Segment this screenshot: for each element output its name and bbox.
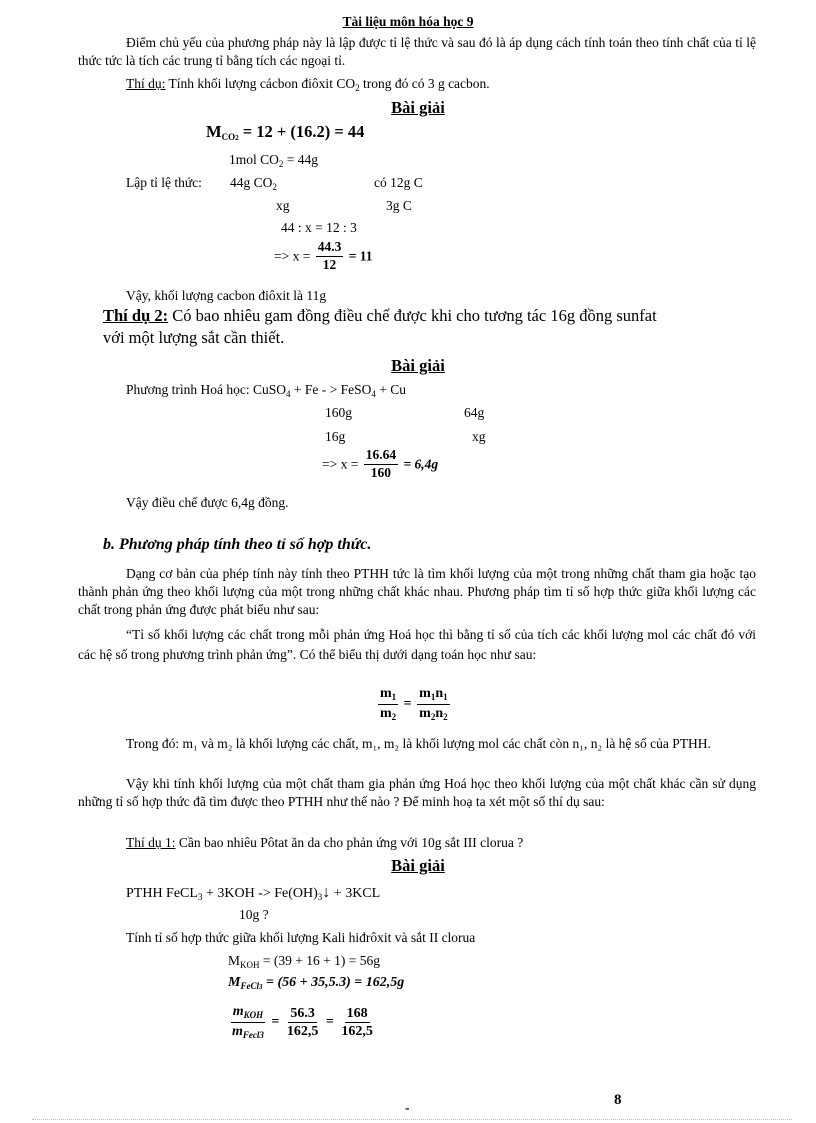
- example3-fraction: $\frac{m_{KOH}}{m_{Fecl3}}$ = $\frac{56.3}{162,5}$ = $\frac{168}{162,5}$: [232, 1004, 373, 1040]
- section-b-p4: Vậy khi tính khối lượng của một chất tham gia phản ứng Hoá học theo khối lượng của một chất khác cần sử dụng những tỉ số hợp thức đã tìm được theo PTHH như thế nào ? Để minh hoạ ta xét một số thí dụ sau:: [78, 776, 756, 809]
- ratio-a: 44g $CO_2$: [230, 175, 277, 192]
- example2-row1-b: 64g: [464, 405, 485, 420]
- example2-solution-title: Bài giải: [391, 356, 445, 375]
- example3-equation: PTHH FeCL$_3$ + $3KOH -> Fe(OH)_3↓ + 3KCL$: [126, 884, 381, 902]
- example1-question: Thí dụ: Tính khối lượng cácbon điôxit $CO_2$ trong đó có 3 g cacbon.: [126, 76, 490, 93]
- footer-divider: [32, 1119, 792, 1120]
- ratio-b: có 12g C: [374, 175, 423, 190]
- example3-label: Thí dụ 1:: [126, 835, 176, 850]
- section-b-p2: “Tỉ số khối lượng các chất trong mỗi phản ứng Hoá học thì bằng tỉ số của tích các khối lượng mol các chất đó với các hệ số trong phương trình phản ứng”. Có thể biểu thị dưới dạng toán học như sau:: [78, 627, 756, 662]
- ratio-row2-b: 3g C: [386, 198, 412, 213]
- proportion: 44 : x = 12 : 3: [281, 220, 357, 235]
- example2-row2-a: 16g: [325, 429, 346, 444]
- example3-ratio-text: Tính tỉ số hợp thức giữa khối lượng Kali hiđrôxit và sắt II clorua: [126, 930, 476, 945]
- example1-result: => x = $\frac{44.3}{12}$ = 11: [274, 239, 373, 272]
- example1-conclusion: Vậy, khối lượng cacbon điôxit là 11g: [126, 288, 327, 303]
- example3-solution-title: Bài giải: [391, 856, 445, 875]
- ratio-row2-a: xg: [276, 198, 290, 213]
- example2-question-line2: với một lượng sắt cần thiết.: [103, 328, 285, 347]
- page-header: Tài liệu môn hóa học 9: [342, 14, 474, 29]
- intro-paragraph: Điểm chủ yếu của phương pháp này là lập được tỉ lệ thức và sau đó là áp dụng cách tính toán theo tính chất của tỉ lệ thức tức là tích các trung tỉ bằng tích các ngoại tỉ.: [78, 35, 756, 68]
- molar-mass-fecl3: $M_{FeCl3} = (56 + 35,5.3) = 162,5g$: [228, 975, 405, 991]
- mol-co2: 1mol $CO_2 = 44g$: [229, 152, 319, 169]
- section-b-p1: Dạng cơ bản của phép tính này tính theo PTHH tức là tìm khối lượng của một trong những chất tham gia hoặc tạo thành phản ứng theo khối lượng của một trong những chất khác nhau. Phương pháp tìm tỉ số hợp thức giữa khối lượng các chất trong phản ứng được phát biểu như sau:: [78, 566, 756, 617]
- footer-dash: -: [405, 1100, 410, 1115]
- example3-question: Thí dụ 1: Cần bao nhiêu Pôtat ăn da cho phản ứng với 10g sắt III clorua ?: [126, 835, 524, 850]
- section-b-p3: Trong đó: m₁ và m₂ là khối lượng các chất, m₁, m₂ là khối lượng mol các chất còn n₁, n₂ là hệ số của PTHH.: [126, 736, 711, 751]
- section-b-title: b. Phương pháp tính theo tỉ số hợp thức.: [103, 536, 372, 553]
- molar-mass-co2: $M_{CO2} = 12 + (16.2) = 44$: [206, 122, 365, 142]
- ratio-formula: $\frac{m_1}{m_2}$ = $\frac{m_1n_1}{m_2n_2}$: [380, 686, 448, 722]
- example2-row2-b: xg: [472, 429, 486, 444]
- example2-equation: Phương trình Hoá học: CuSO$_4$ + Fe - > FeSO$_4$ + Cu: [126, 382, 406, 399]
- page-number: 8: [614, 1092, 622, 1108]
- example2-conclusion: Vậy điều chế được 6,4g đồng.: [126, 495, 289, 510]
- ratio-label: Lập tỉ lệ thức:: [126, 175, 202, 190]
- example2-result: => x = $\frac{16.64}{160}$ = 6,4g: [322, 447, 439, 480]
- example2-question: Thí dụ 2: Có bao nhiêu gam đồng điều chế được khi cho tương tác 16g đồng sunfat: [103, 306, 657, 325]
- example3-given: 10g ?: [239, 907, 269, 922]
- example2-row1-a: 160g: [325, 405, 352, 420]
- example1-label: Thí dụ:: [126, 76, 166, 91]
- molar-mass-koh: $M_{KOH} = (39 + 16 + 1) = 56g$: [228, 953, 380, 970]
- example2-label: Thí dụ 2:: [103, 306, 169, 325]
- example1-solution-title: Bài giải: [391, 98, 445, 117]
